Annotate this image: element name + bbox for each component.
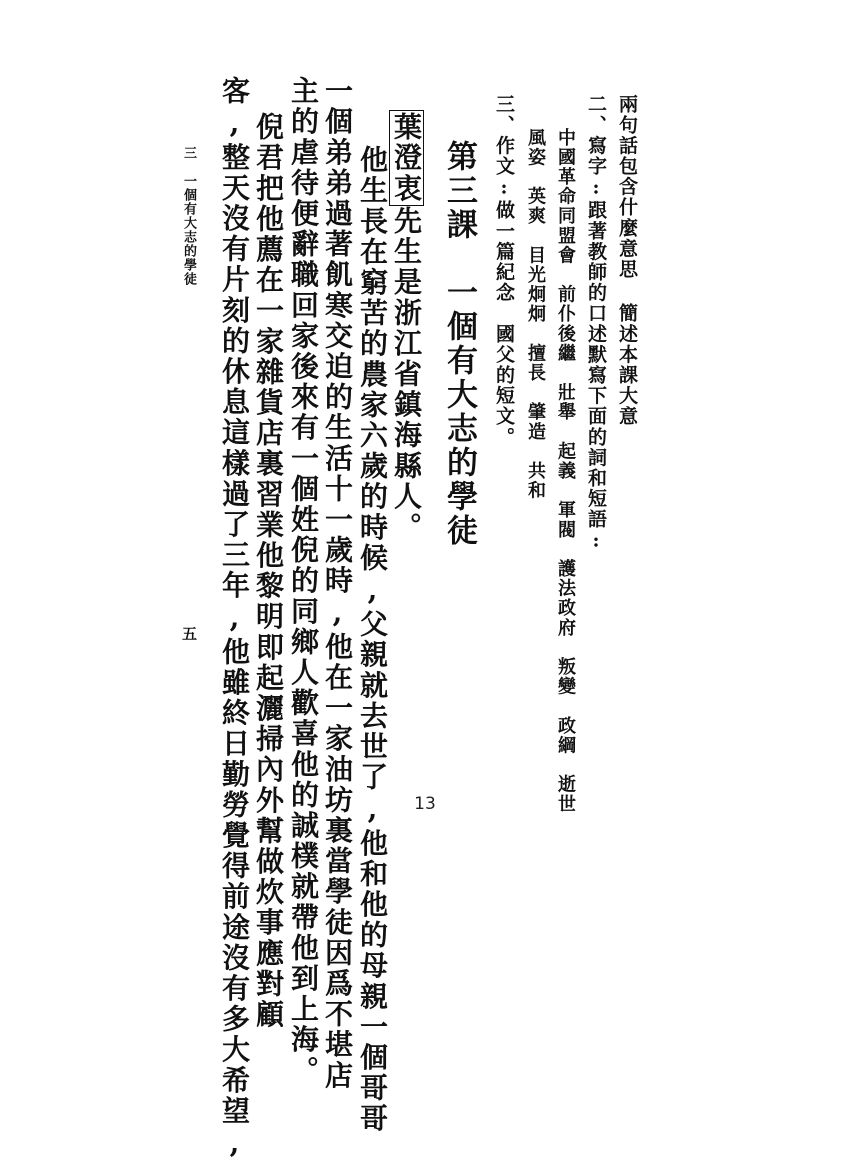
- exercise-q3-instruction: 做一篇紀念 國父的短文。: [493, 200, 515, 448]
- exercise-q2-label: 二、寫字:: [585, 94, 607, 200]
- exercise-q2: [586, 94, 605, 553]
- lesson-title: 第三課 一個有大志的學徒: [441, 140, 477, 548]
- body-line-intro: [390, 110, 423, 543]
- exercise-q3-label: 三、作文:: [493, 94, 515, 200]
- side-page-number: 五: [180, 626, 198, 641]
- vocabulary-row-2: 風姿 英爽 目光炯炯 擅長 肇造 共和: [525, 128, 546, 501]
- running-header: 三 一個有大志的學徒: [181, 146, 196, 286]
- vocabulary-row-1: 中國革命同盟會 前仆後繼 壯舉 起義 軍閥 護法政府 叛變 政綱 逝世: [555, 128, 576, 814]
- body-line-2: 一個弟弟過著飢寒交迫的生活十一歲時,他在一家油坊裏當學徒因爲不堪店: [321, 76, 354, 1091]
- body-intro-rest: 先生是浙江省鎮海縣人。: [390, 205, 423, 543]
- body-line-5: 客,整天沒有片刻的休息這樣過了三年,他雖終日勤勞覺得前途沒有多大希望,: [218, 76, 251, 1162]
- exercise-q1-continued: 兩句話包含什麼意思 簡述本課大意: [616, 94, 638, 427]
- exercise-q2-instruction: 跟著教師的口述默寫下面的詞和短語:: [585, 200, 607, 554]
- page-number: 13: [414, 794, 436, 814]
- body-line-1: 他生長在窮苦的農家六歲的時候,父親就去世了,他和他的母親一個哥哥: [356, 145, 389, 1135]
- exercise-q3: [494, 94, 513, 447]
- body-line-4: 倪君把他薦在一家雜貨店裏習業他黎明即起灑掃內外幫做炊事應對顧: [252, 112, 285, 1030]
- person-name: 葉澄衷: [390, 112, 423, 204]
- body-line-3: 主的虐待便辭職回家後來有一個姓倪的同鄉人歡喜他的誠樸就帶他到上海。: [287, 76, 320, 1086]
